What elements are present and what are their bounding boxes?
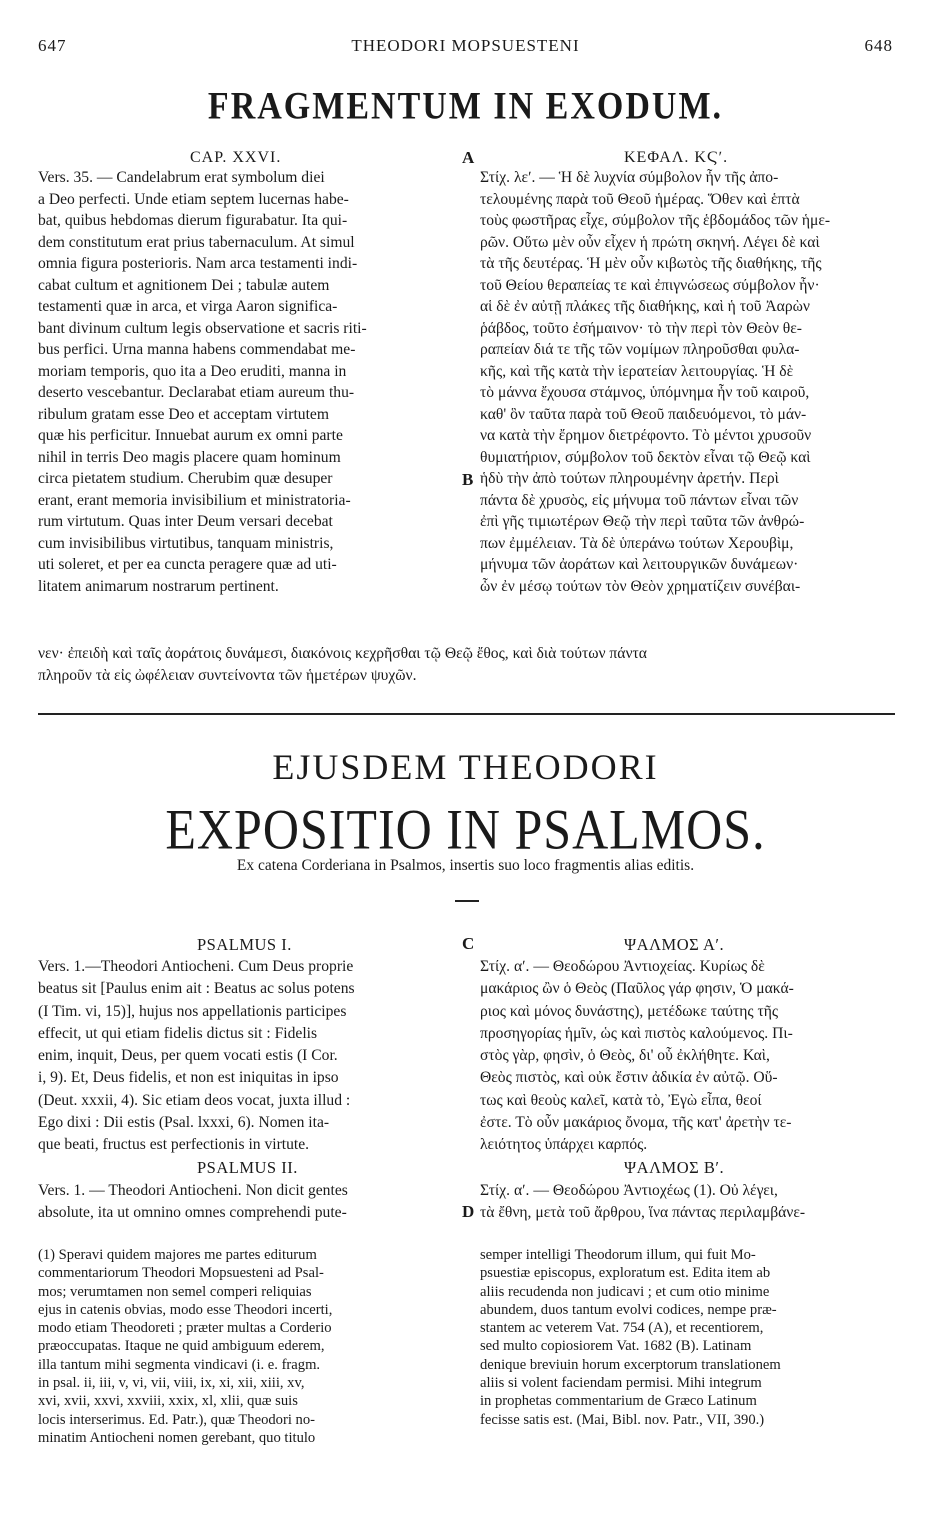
margin-letter-d: D [462, 1202, 475, 1221]
latin-text-line: nihil in terris Deo magis placere quam hominum [38, 448, 341, 466]
footnote-line: (1) Speravi quidem majores me partes editurum [38, 1247, 317, 1263]
greek-text-line: ἐστε. Τὸ οὖν μακάριος ὄνομα, τῆς κατ' ἀρετὴν τε- [480, 1114, 792, 1132]
greek-text-line: ριος καὶ μόνος δυνάστης), μετέδωκε ταύτης τῆς [480, 1002, 779, 1020]
psalm1-latin-heading: PSALMUS I. [197, 935, 292, 954]
footnote-line: aliis si volent faciendam permisi. Mihi integrum [480, 1375, 762, 1392]
greek-text-line: θυμιατήριον, σύμβολον τοῦ δεκτὸν εἶναι τῷ Θεῷ καὶ [480, 448, 811, 466]
footnote-line: stantem ac veterem Vat. 754 (A), et recentiorem, [480, 1320, 764, 1337]
greek-text-line: τὰ ἔθνη, μετὰ τοῦ ἄρθρου, ἵνα πάντας περιλαμβάνε- [480, 1204, 806, 1222]
latin-text-line: dem constitutum erat prius tabernaculum. At simul [38, 233, 355, 251]
latin-text-line: Vers. 1.—Theodori Antiocheni. Cum Deus proprie [38, 958, 354, 975]
latin-text-line: bat, quibus hebdomas dierum figurabatur. Ita qui- [38, 212, 348, 229]
margin-letter-a: A [462, 148, 475, 167]
latin-text-line: omnia figura posterioris. Nam arca testamenti indi- [38, 255, 358, 272]
footnote-line: denique breviuin horum excerptorum translationem [480, 1356, 781, 1373]
latin-text-line: cum invisibilibus virtutibus, tanquam ministris, [38, 534, 334, 552]
greek-text-line: Στίχ. αʹ. — Θεοδώρου Ἀντιοχέως (1). Οὐ λέγει, [480, 1182, 778, 1199]
footnote-line: abundem, duos tantum evolvi codices, nempe præ- [480, 1301, 777, 1318]
psalm1-greek-heading: ΨΑΛΜΟΣ Αʹ. [624, 935, 725, 954]
greek-text-line: τὸ μάννα ἔχουσα στάμνος, ὑπόμνημα ἦν τοῦ καιροῦ, [480, 384, 810, 401]
latin-text-line: cabat cultum et agnitionem Dei ; tabulæ autem [38, 276, 330, 294]
psalm1-greek-column [480, 956, 895, 1157]
greek-text-line: καθ' ὃν ταῦτα παρὰ τοῦ Θεοῦ παιδευόμενοι, τὸ μάν- [480, 405, 807, 423]
greek-text-line: στὸς γὰρ, φησὶν, ὁ Θεὸς, δι' οὗ ἐκλήθητε. Καὶ, [480, 1047, 770, 1065]
footnote-line: minatim Antiocheni nomen gerebant, quo titulo [38, 1429, 316, 1446]
latin-text-line: Vers. 1. — Theodori Antiocheni. Non dicit gentes [38, 1182, 348, 1199]
greek-text-line: τοῦ Θείου θεραπείας τε καὶ ἐπιγνώσεως σύμβολον ἦν· [480, 276, 820, 294]
footnote-line: mos; verumtamen non semel comperi reliquias [38, 1283, 312, 1300]
footnote-line: in psal. ii, iii, v, vi, vii, viii, ix, xi, xii, xiii, xv, [38, 1375, 305, 1392]
greek-text-line: ὧν ἐν μέσῳ τούτων τὸν Θεὸν χρηματίζειν συνέβαι- [480, 577, 801, 595]
greek-text-line: Στίχ. λεʹ. — Ἡ δὲ λυχνία σύμβολον ἦν τῆς ἀπο- [480, 169, 779, 186]
section-divider [38, 713, 895, 715]
greek-text-line: λειότητος ὑπάρχει καρπός. [480, 1136, 648, 1154]
latin-text-line: enim, inquit, Deus, per quem vocati estis (I Cor. [38, 1047, 338, 1065]
latin-text-line: deserto vescebantur. Declarabat etiam aureum thu- [38, 384, 355, 401]
latin-text-line: Ego dixi : Dii estis (Psal. lxxxi, 6). Nomen ita- [38, 1114, 330, 1132]
footnote-left-column [38, 1246, 456, 1447]
greek-text-line: ῥάβδος, τοῦτο ἐσήμαινον· τὸ τὴν περὶ τὸν Θεὸν θε- [480, 319, 802, 337]
footnote-line: illa tantum mihi segmenta vindicavi (i. e. fragm. [38, 1356, 321, 1373]
greek-text-line: κῆς, καὶ τῆς κατὰ τὴν ἱερατείαν λειτουργίας. Ἡ δὲ [480, 362, 794, 380]
greek-text-line: τελουμένης παρὰ τοῦ Θεοῦ ἡμέρας. Ὅθεν καὶ ἑπτὰ [480, 190, 800, 208]
psalm2-greek-column [480, 1180, 895, 1225]
short-divider [455, 900, 479, 902]
footnote-line: præoccupatas. Itaque ne quid ambiguum ederem, [38, 1338, 325, 1355]
footnote-line: psuestiæ episcopus, exploratum est. Edita item ab [480, 1265, 771, 1282]
footnote-line: ejus in catenis obvias, modo esse Theodori incerti, [38, 1301, 333, 1318]
greek-text-line: ἡδὺ τὴν ἀπὸ τούτων πληρουμένην ἀρετήν. Περὶ [480, 470, 779, 487]
latin-text-line: circa pietatem studium. Cherubim quæ desuper [38, 470, 333, 487]
greek-text-line: να κατὰ τὴν ἔρημον διετρέφοντο. Τὸ μέντοι χρυσοῦν [480, 427, 812, 444]
latin-text-line: que beati, fructus est perfectionis in virtute. [38, 1136, 310, 1154]
latin-text-line: erant, erant memoria invisibilium et ministratoria- [38, 491, 351, 509]
latin-column-exodus [38, 167, 456, 597]
latin-text-line: (Deut. xxxii, 4). Sic etiam deos vocat, juxta illud : [38, 1091, 351, 1109]
latin-text-line: ribulum gratam esse Deo et acceptam virtutem [38, 405, 329, 423]
section-subtitle: Ex catena Corderiana in Psalmos, insertis suo loco fragmentis alias editis. [236, 857, 695, 874]
greek-text-line: Θεὸς πιστὸς, καὶ οὐκ ἔστιν ἀδικία ἐν αὐτῷ. Οὕ- [480, 1069, 778, 1087]
greek-continuation-line-2: πληροῦν τὰ εἰς ὠφέλειαν συντείνοντα τῶν ἡμετέρων ψυχῶν. [38, 667, 417, 684]
latin-text-line: bant divinum cultum legis observatione et sacris riti- [38, 319, 367, 337]
footnote-right-column [480, 1246, 895, 1429]
latin-text-line: beatus sit [Paulus enim ait : Beatus ac solus potens [38, 980, 355, 998]
greek-text-line: πων ἐμμέλειαν. Τὰ δὲ ὑπεράνω τούτων Χερουβὶμ, [480, 534, 794, 552]
psalm2-latin-column [38, 1180, 456, 1225]
greek-text-line: αἱ δὲ ἐν αὐτῇ πλάκες τῆς διαθήκης, καὶ ἡ τοῦ Ἀαρὼν [480, 298, 810, 315]
latin-text-line: effecit, ut qui etiam fidelis dictus sit : Fidelis [38, 1024, 318, 1042]
greek-text-line: μακάριος ὢν ὁ Θεὸς (Παῦλος γάρ φησιν, Ὁ μακά- [480, 980, 794, 998]
page-number-left: 647 [38, 36, 67, 55]
latin-text-line: uti soleret, et per ea cuncta peragere quæ ad uti- [38, 556, 337, 573]
footnote-line: commentariorum Theodori Mopsuesteni ad Psal- [38, 1265, 324, 1282]
footnote-line: locis interserimus. Ed. Patr.), quæ Theodori no- [38, 1411, 315, 1428]
footnote-line: sed multo copiosiorem Vat. 1682 (B). Latinam [480, 1338, 752, 1355]
latin-text-line: a Deo perfecti. Unde etiam septem lucernas habe- [38, 190, 349, 208]
latin-text-line: absolute, ita ut omnino omnes comprehendi pute- [38, 1204, 347, 1222]
margin-letter-b: B [462, 470, 474, 489]
greek-text-line: ἐπὶ γῆς τιμιωτέρων Θεῷ τὴν περὶ ταῦτα τῶν ἀνθρώ- [480, 513, 805, 530]
latin-text-line: litatem animarum nostrarum pertinent. [38, 577, 279, 595]
psalm2-latin-heading: PSALMUS II. [197, 1158, 298, 1177]
section-title-expositio: EXPOSITIO IN PSALMOS. [165, 796, 766, 862]
greek-continuation-line-1: νεν· ἐπειδὴ καὶ ταῖς ἀοράτοις δυνάμεσι, διακόνοις κεχρῆσθαι τῷ Θεῷ ἔθος, καὶ διὰ τούτων πάντα [38, 645, 647, 662]
section-title-ejusdem: EJUSDEM THEODORI [272, 747, 659, 787]
psalm2-greek-heading: ΨΑΛΜΟΣ Βʹ. [624, 1158, 725, 1177]
footnote-line: xvi, xvii, xxvi, xxviii, xxix, xl, xlii, quæ suis [38, 1393, 298, 1410]
latin-text-line: testamenti quæ in arca, et virga Aaron significa- [38, 298, 338, 315]
latin-text-line: (I Tim. vi, 15)], hujus nos appellationis participes [38, 1002, 347, 1020]
footnote-line: aliis recudenda non judicavi ; et cum otio minime [480, 1283, 770, 1300]
greek-text-line: τοὺς φωστῆρας εἶχε, σύμβολον τῆς ἑβδομάδος τῶν ἡμε- [480, 212, 831, 229]
latin-text-line: rum virtutum. Quas inter Deum versari decebat [38, 513, 333, 530]
psalm1-latin-column [38, 956, 456, 1157]
latin-text-line: moriam temporis, quo ita a Deo eruditi, manna in [38, 362, 347, 380]
margin-letter-c: C [462, 934, 475, 953]
greek-text-line: ραπείαν διά τε τῆς τῶν νομίμων πληροῦσθαι φυλα- [480, 341, 800, 358]
greek-text-line: μήνυμα τῶν ἀοράτων καὶ λειτουργικῶν δυνάμεων· [480, 556, 799, 573]
greek-text-line: Στίχ. αʹ. — Θεοδώρου Ἀντιοχείας. Κυρίως δὲ [480, 958, 765, 975]
footnote-line: semper intelligi Theodorum illum, qui fuit Mo- [480, 1247, 756, 1263]
latin-text-line: bus perfici. Urna manna habens commendabat me- [38, 341, 356, 358]
greek-column-exodus [480, 167, 895, 597]
section-title-fragmentum: FRAGMENTUM IN EXODUM. [207, 85, 724, 128]
latin-chapter-heading: CAP. XXVI. [190, 149, 282, 166]
footnote-line: modo etiam Theodoreti ; præter multas a Corderio [38, 1320, 332, 1337]
running-header: THEODORI MOPSUESTENI [351, 36, 580, 55]
latin-text-line: i, 9). Et, Deus fidelis, et non est iniquitas in ipso [38, 1069, 339, 1087]
footnote-line: fecisse satis est. (Mai, Bibl. nov. Patr., VII, 390.) [480, 1411, 765, 1428]
greek-chapter-heading: ΚΕΦΑΛ. ΚϚʹ. [624, 149, 729, 166]
latin-text-line: quæ his perficitur. Innuebat aurum ex omni parte [38, 427, 343, 444]
greek-text-line: προσηγορίας ἡμῖν, ὡς καὶ πιστὸς καλούμενος. Πι- [480, 1024, 793, 1042]
page-number-right: 648 [864, 36, 893, 55]
greek-text-line: τως καὶ θεοὺς καλεῖ, κατὰ τὸ, Ἐγὼ εἶπα, θεοί [480, 1091, 762, 1109]
greek-text-line: πάντα δὲ χρυσὸς, εἰς μήνυμα τοῦ πάντων εἶναι τῶν [480, 491, 799, 509]
greek-text-line: τὰ τῆς δευτέρας. Ἡ μὲν οὖν κιβωτὸς τῆς διαθήκης, τῆς [480, 255, 822, 272]
latin-text-line: Vers. 35. — Candelabrum erat symbolum diei [38, 169, 325, 186]
footnote-line: in prophetas commentarium de Græco Latinum [480, 1393, 757, 1410]
greek-text-line: ρῶν. Οὕτω μὲν οὖν εἶχεν ἡ πρώτη σκηνή. Λέγει δὲ καὶ [480, 233, 820, 251]
